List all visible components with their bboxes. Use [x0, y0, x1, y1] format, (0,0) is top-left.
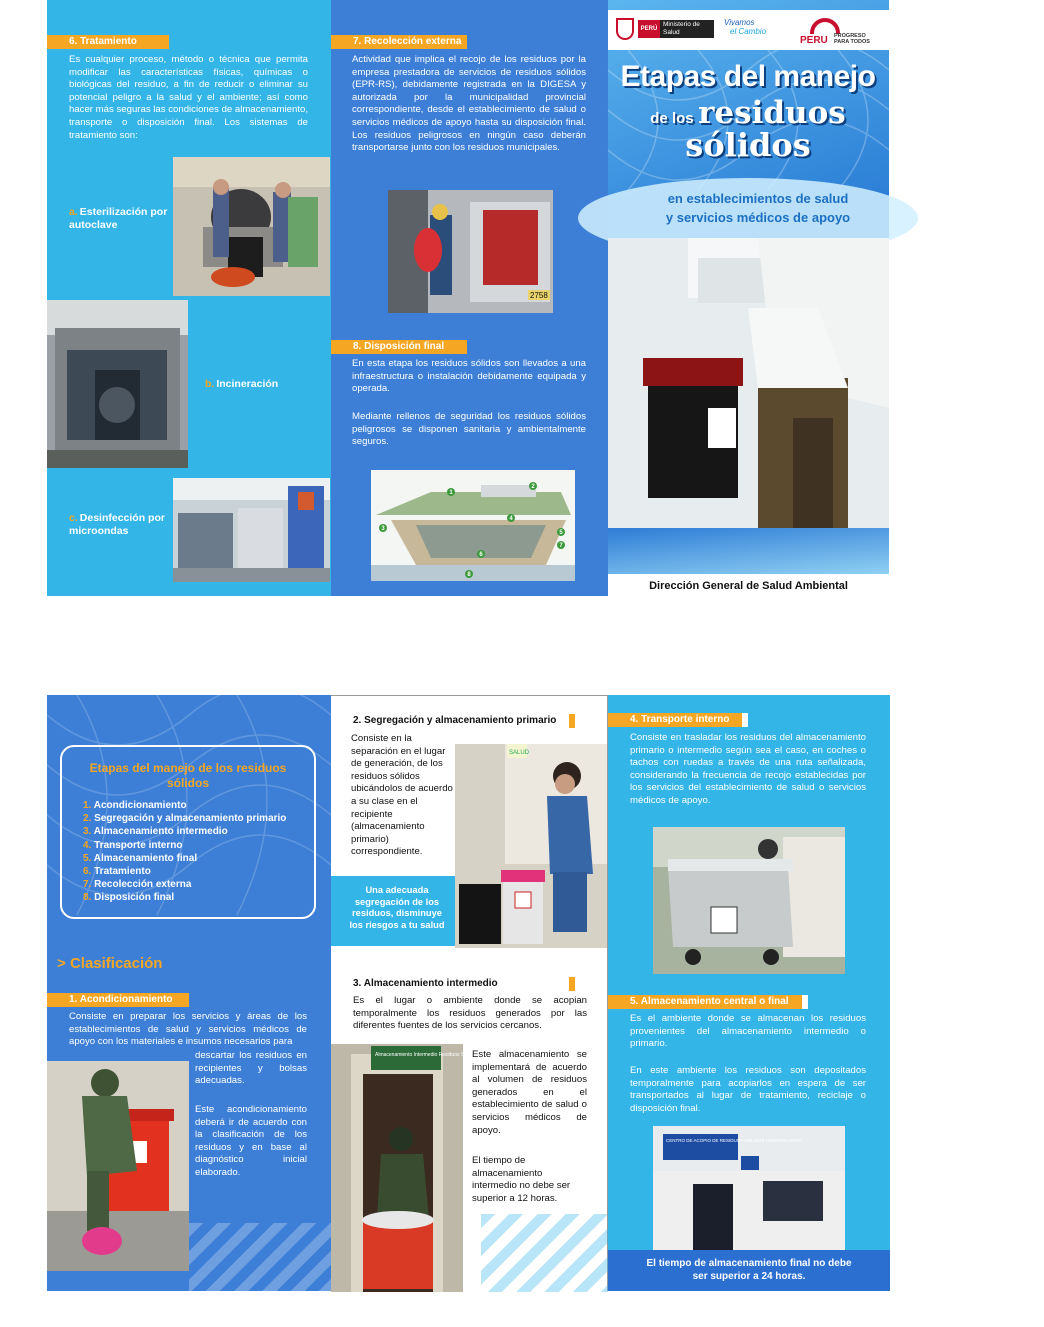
system-b-label: [205, 378, 325, 391]
index-item: [83, 839, 313, 852]
diagram-label-8: 8: [467, 572, 471, 578]
diagram-label-5: 5: [559, 530, 563, 536]
segregacion-photo: [455, 744, 607, 948]
clasificacion-arrow-icon: >: [57, 955, 66, 972]
segregacion-photo-art: [455, 744, 607, 948]
disposicion-body-1: En esta etapa los residuos sólidos son llevados a una infraestructura o instalación debidamente equipada y operada.: [352, 358, 586, 395]
index-text: Transporte interno: [94, 839, 183, 851]
index-text: Disposición final: [94, 892, 175, 904]
decor-squares-mid: [481, 1214, 608, 1292]
truck-photo: [388, 190, 553, 313]
acondicionamiento-body-2: descartar los residuos en recipientes y bolsas adecuadas.: [195, 1050, 307, 1087]
diagram-label-1: 1: [449, 490, 453, 496]
acondicionamiento-photo: [47, 1061, 189, 1271]
diagram-label-3: 3: [381, 526, 385, 532]
progreso-peru: PERU: [800, 35, 828, 46]
recoleccion-heading: 7. Recolección externa: [331, 35, 467, 49]
disposicion-heading: 8. Disposición final: [331, 340, 467, 354]
system-a-marker: a.: [69, 206, 78, 218]
autoclave-photo-art: [173, 157, 330, 296]
disposicion-body-2: Mediante rellenos de seguridad los residuos sólidos peligrosos se disponen sanitaria y ambientalmente seguros.: [352, 411, 586, 448]
cover-subtitle: [638, 189, 878, 227]
progreso-arc-icon: [810, 18, 840, 34]
cover-title-1: Etapas del manejo: [620, 60, 876, 93]
index-num: 3.: [83, 826, 92, 838]
logo-bar: [608, 10, 889, 50]
truck-plate: 2758: [530, 291, 548, 300]
progreso-logo: [800, 16, 882, 46]
acondicionamiento-heading: 1. Acondicionamiento: [47, 993, 189, 1007]
index-num: 1.: [83, 800, 92, 811]
central-callout: El tiempo de almacenamiento final no debe ser superior a 24 horas.: [646, 1258, 852, 1282]
central-body-2: En este ambiente los residuos son depositados temporalmente para acopiarlos en espera de ser transportados al lugar de tratamiento, reciclaje o disposición final.: [630, 1065, 866, 1114]
transporte-photo-art: [653, 827, 845, 974]
index-item: [83, 865, 313, 878]
diagram-label-7: 7: [559, 543, 563, 549]
landfill-diagram-art: [371, 470, 575, 581]
system-a-label: [69, 206, 169, 232]
microwave-photo-art: [173, 478, 330, 582]
diagram-label-6: 6: [479, 552, 483, 558]
index-text: Segregación y almacenamiento primario: [94, 813, 287, 825]
recoleccion-body: Actividad que implica el recojo de los residuos por la empresa prestadora de servicios de residuos sólidos (EPR-RS), debidamente registrada en la DIGESA y autorizada por la municipalidad provincial correspondiente, desde el establecimiento de salud o servicios médicos de apoyo hasta su disposición final. Los residuos peligrosos en ningún caso deberán transportarse junto con los residuos municipales.: [352, 54, 586, 154]
system-c-label: [69, 512, 169, 538]
panel-segregacion: [331, 695, 608, 1291]
index-list: [83, 799, 313, 905]
transporte-heading: 4. Transporte interno: [608, 713, 748, 727]
index-item: [83, 825, 313, 838]
intermedio-photo-art: [331, 1044, 478, 1292]
index-item: [83, 891, 313, 904]
progreso-text: PROGRESO PARA TODOS: [834, 33, 870, 45]
system-b-text: Incineración: [216, 378, 279, 390]
microwave-photo: [173, 478, 330, 582]
cover-subtitle-2: y servicios médicos de apoyo: [665, 210, 851, 225]
central-photo: [653, 1126, 845, 1254]
index-text: Recolección externa: [94, 879, 192, 891]
system-a-text: Esterilización por autoclave: [69, 206, 168, 231]
decor-squares: [189, 1223, 331, 1291]
ministry-logo: Ministerio de Salud: [660, 20, 714, 38]
cover-footer: Dirección General de Salud Ambiental: [649, 580, 848, 592]
index-text: Acondicionamiento: [93, 800, 187, 811]
panel-index: [47, 695, 331, 1291]
system-c-marker: c.: [69, 512, 78, 524]
clasificacion-heading: [57, 955, 162, 972]
segregacion-sign: SALUD: [509, 750, 530, 756]
cover-footer-band: [608, 528, 889, 574]
index-item: [83, 799, 313, 812]
tratamiento-heading: 6. Tratamiento: [47, 35, 169, 49]
index-title: Etapas del manejo de los residuos sólidos: [89, 761, 287, 790]
index-text: Tratamiento: [94, 866, 151, 878]
index-num: 2.: [83, 813, 92, 825]
panel-tratamiento: [47, 0, 331, 596]
cover-title-small: de los: [650, 110, 694, 127]
intermedio-sign: Almacenamiento Intermedio Residuos Sólidos: [375, 1052, 478, 1058]
panel-transporte: [608, 695, 890, 1291]
slogan-b: el Cambio: [730, 27, 767, 36]
segregacion-body: Consiste en la separación en el lugar de generación, de los residuos sólidos ubicándolos de acuerdo a su clase en el recipiente (almacenamiento primario) correspondiente.: [351, 733, 453, 858]
tratamiento-body: Es cualquier proceso, método o técnica que permita modificar las características físicas, químicas o biológicas del residuo, a fin de reducir o eliminar su potencial peligro a la salud y el ambiente; así como hacer más seguras las condiciones de almacenamiento, transporte o disposición final. Los sistemas de tratamiento son:: [69, 54, 308, 141]
panel-cover: [608, 0, 889, 596]
index-item: [83, 878, 313, 891]
central-heading: 5. Almacenamiento central o final: [608, 995, 808, 1009]
system-b-marker: b.: [205, 378, 215, 390]
index-text: Almacenamiento final: [93, 852, 198, 864]
central-sign: CENTRO DE ACOPIO DE RESIDUOS SÓLIDOS HOSPITALARIOS: [666, 1138, 802, 1143]
acondicionamiento-body-1: Consiste en preparar los servicios y áreas de los establecimientos de salud y servicios médicos de apoyo con los materiales e insumos necesarios para: [69, 1011, 307, 1048]
cover-title-3: sólidos: [685, 126, 811, 164]
intermedio-heading: 3. Almacenamiento intermedio: [331, 977, 575, 991]
cover-title-big: residuos: [698, 95, 846, 131]
intermedio-body-2: Este almacenamiento se implementará de acuerdo al volumen de residuos generados en el establecimiento de salud o servicios médicos de apoyo.: [472, 1049, 587, 1136]
acondicionamiento-body-3: Este acondicionamiento deberá ir de acuerdo con la clasificación de los residuos y en base al diagnóstico inicial elaborado.: [195, 1104, 307, 1178]
cover-subtitle-1: en establecimientos de salud: [667, 191, 849, 206]
slogan-a: Vivamos: [724, 18, 755, 27]
peru-shield-icon: [616, 18, 634, 40]
transporte-photo: [653, 827, 845, 974]
index-num: 8.: [83, 892, 92, 904]
index-item: [83, 852, 313, 865]
transporte-body: Consiste en trasladar los residuos del almacenamiento primario o intermedio según sea el caso, en coches o tachos con ruedas a través de una ruta señalizada, considerando la frecuencia de recojo establecidas por los servicios del establecimiento de salud o servicios médicos de apoyo.: [630, 732, 866, 806]
clasificacion-label: Clasificación: [69, 955, 163, 972]
intermedio-body-3: El tiempo de almacenamiento intermedio no debe ser superior a 12 horas.: [472, 1155, 571, 1204]
autoclave-photo: [173, 157, 330, 296]
central-body-1: Es el ambiente donde se almacenan los residuos provenientes del almacenamiento intermedio o primario.: [630, 1013, 866, 1050]
truck-photo-art: [388, 190, 553, 313]
cover-photo-art: [608, 238, 889, 528]
cover-photo: [608, 238, 889, 528]
segregacion-heading: 2. Segregación y almacenamiento primario: [331, 714, 575, 728]
index-num: 5.: [83, 852, 92, 864]
panel-recoleccion: [331, 0, 608, 596]
index-text: Almacenamiento intermedio: [93, 826, 228, 838]
landfill-diagram: [371, 470, 575, 581]
index-num: 6.: [83, 866, 92, 878]
system-c-text: Desinfección por microondas: [69, 512, 165, 537]
peru-logo-box: PERÚ: [638, 20, 660, 38]
incineration-photo-art: [47, 300, 188, 468]
diagram-label-4: 4: [509, 516, 513, 522]
central-photo-art: [653, 1126, 845, 1254]
acondicionamiento-photo-art: [47, 1061, 189, 1271]
diagram-label-2: 2: [531, 484, 535, 490]
slogan-logo: [724, 18, 790, 44]
incineration-photo: [47, 300, 188, 468]
index-num: 7.: [83, 879, 92, 891]
index-item: [83, 812, 313, 825]
index-num: 4.: [83, 839, 92, 851]
segregacion-callout-text: Una adecuada segregación de los residuos, disminuye los riesgos a tu salud: [349, 885, 445, 930]
intermedio-body-1: Es el lugar o ambiente donde se acopian temporalmente los residuos generados por las diferentes fuentes de los servicios cercanos.: [353, 995, 587, 1032]
intermedio-photo: [331, 1044, 478, 1292]
